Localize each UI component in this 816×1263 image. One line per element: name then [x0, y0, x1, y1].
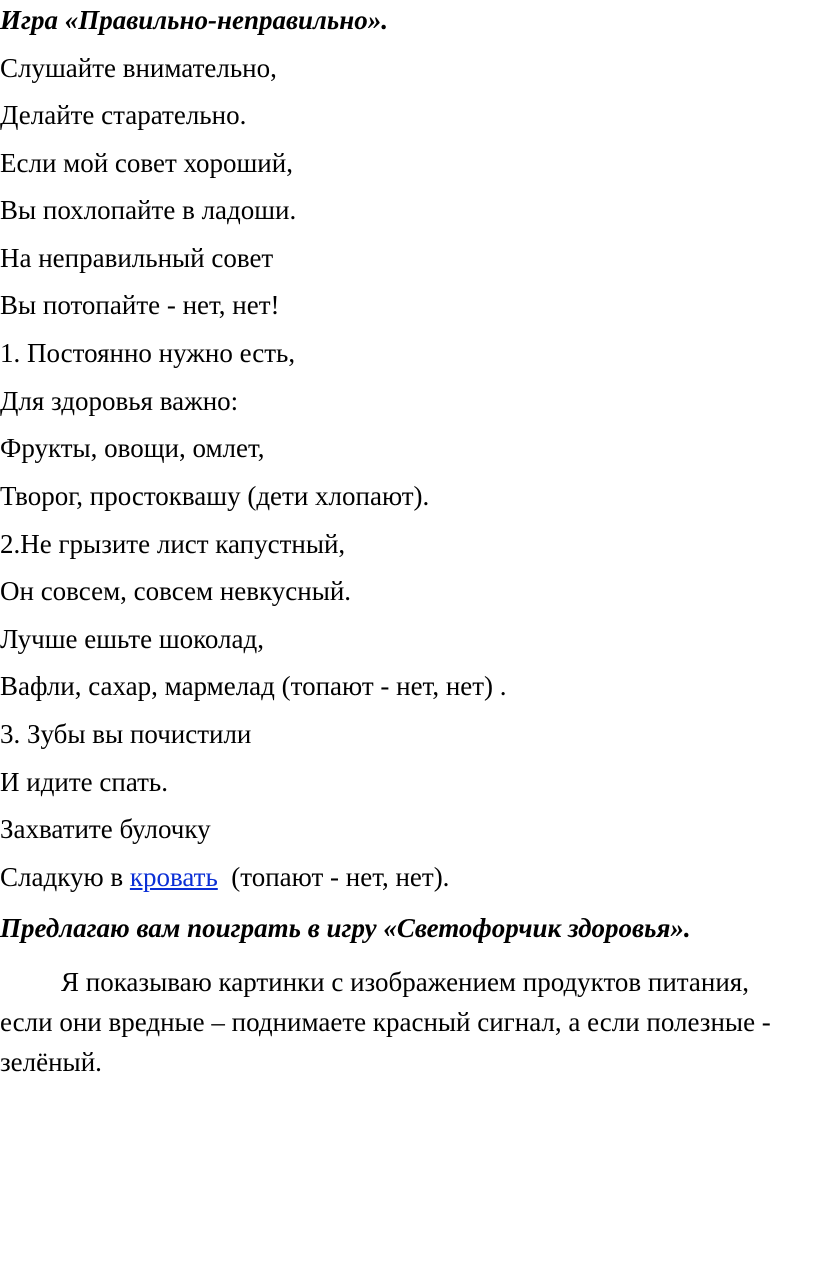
- poem-line: Делайте старательно.: [0, 100, 247, 130]
- poem-line: Лучше ешьте шоколад,: [0, 624, 264, 654]
- poem-line: Фрукты, овощи, омлет,: [0, 433, 265, 463]
- poem-last-line-after: (топают - нет, нет).: [217, 862, 450, 892]
- poem-line: На неправильный совет: [0, 243, 274, 273]
- poem-line: Он совсем, совсем невкусный.: [0, 576, 352, 606]
- poem-last-line-before: Сладкую в: [0, 862, 130, 892]
- instruction-paragraph: Я показываю картинки с изображением продуктов питания, если они вредные – поднимаете красный сигнал, а если полезные - зелёный.: [0, 967, 771, 1077]
- poem-line: Для здоровья важно:: [0, 386, 239, 416]
- poem-last-line: [0, 861, 449, 893]
- game-title: Игра «Правильно-неправильно».: [0, 5, 388, 35]
- poem-line: Если мой совет хороший,: [0, 148, 293, 178]
- poem-line: 2.Не грызите лист капустный,: [0, 529, 346, 559]
- bed-link[interactable]: кровать: [129, 862, 218, 892]
- poem-line: Вы потопайте - нет, нет!: [0, 290, 280, 320]
- poem-line: 3. Зубы вы почистили: [0, 719, 252, 749]
- poem-line: И идите спать.: [0, 767, 168, 797]
- poem-line: 1. Постоянно нужно есть,: [0, 338, 296, 368]
- game-invitation-heading: Предлагаю вам поиграть в игру «Светофорчик здоровья».: [0, 913, 691, 943]
- poem-line: Вафли, сахар, мармелад (топают - нет, нет) .: [0, 671, 507, 701]
- poem-line: Творог, простоквашу (дети хлопают).: [0, 481, 430, 511]
- poem-line: Вы похлопайте в ладоши.: [0, 195, 297, 225]
- poem-line: Слушайте внимательно,: [0, 53, 277, 83]
- poem-line: Захватите булочку: [0, 814, 211, 844]
